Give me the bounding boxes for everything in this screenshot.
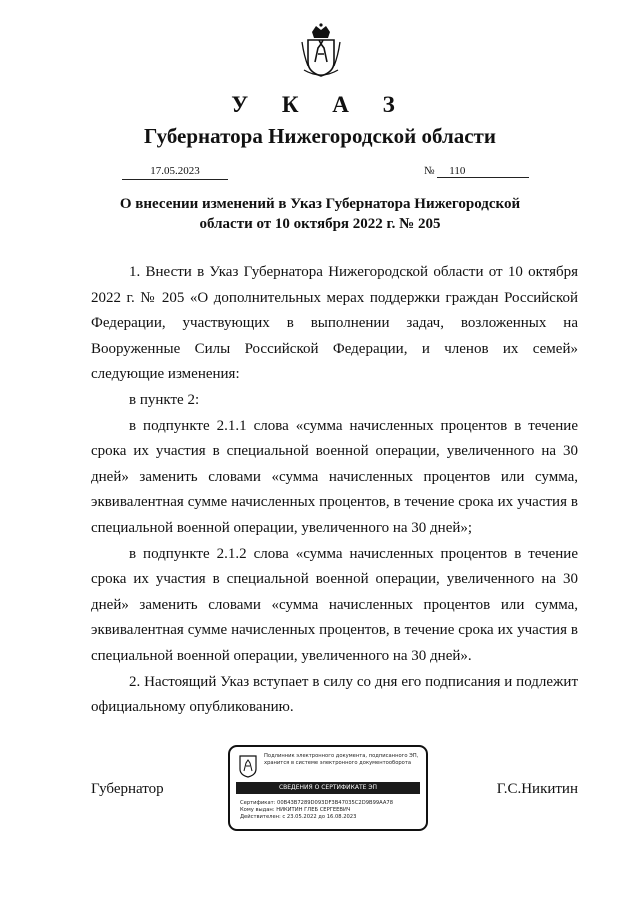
signer-name: Г.С.Никитин xyxy=(496,781,578,797)
paragraph-4: в подпункте 2.1.2 слова «сумма начисленных процентов в течение срока их участия в специальной военной операции, увеличенного на 30 дней» заменить словами «сумма начисленных процентов или сумма, эквивалентная сумме начисленных процентов, в течение срока их участия в специальной военной операции, увеличенного на 30 дней». xyxy=(91,545,578,664)
stamp-band: СВЕДЕНИЯ О СЕРТИФИКАТЕ ЭП xyxy=(236,782,420,794)
stamp-validity: Действителен: с 23.05.2022 до 16.08.2023 xyxy=(240,814,357,820)
document-heading-line1: О внесении изменений в Указ Губернатора Нижегородской xyxy=(119,196,521,212)
document-body xyxy=(91,260,578,721)
issuer-title: Губернатора Нижегородской области xyxy=(144,124,496,148)
stamp-issued-to: Кому выдан: НИКИТИН ГЛЕБ СЕРГЕЕВИЧ xyxy=(240,807,351,813)
stamp-header xyxy=(264,753,424,766)
number-label: № xyxy=(424,165,435,177)
signer-position: Губернатор xyxy=(91,781,164,797)
stamp-certificate: Сертификат: 00B43B7289D093DF3B47035C2D9B99AA78 xyxy=(240,800,394,806)
stamp-details xyxy=(240,800,420,821)
paragraph-3: в подпункте 2.1.1 слова «сумма начисленных процентов в течение срока их участия в специальной военной операции, увеличенного на 30 дней» заменить словами «сумма начисленных процентов или сумма, эквивалентная сумме начисленных процентов, в течение срока их участия в специальной военной операции, увеличенного на 30 дней»; xyxy=(91,417,578,536)
electronic-signature-stamp xyxy=(228,745,428,831)
document-number xyxy=(424,165,529,178)
paragraph-2: в пункте 2: xyxy=(129,391,200,408)
number-value: 110 xyxy=(437,165,529,178)
document-date: 17.05.2023 xyxy=(122,165,228,180)
stamp-line-2: хранится в системе электронного документооборота xyxy=(264,759,412,766)
document-type-title: У К А З xyxy=(231,92,409,117)
stamp-coat-of-arms-icon xyxy=(238,754,258,778)
paragraph-5: 2. Настоящий Указ вступает в силу со дня его подписания и подлежит официальному опубликованию. xyxy=(91,673,578,716)
document-heading-line2: области от 10 октября 2022 г. № 205 xyxy=(199,216,441,232)
paragraph-1: 1. Внести в Указ Губернатора Нижегородской области от 10 октября 2022 г. № 205 «О дополнительных мерах поддержки граждан Российской Федерации, участвующих в выполнении задач, возложенных на Вооруженные Силы Российской Федерации, и членов их семей» следующие изменения: xyxy=(91,264,578,383)
coat-of-arms-icon xyxy=(300,22,342,78)
document-heading xyxy=(100,194,540,234)
stamp-line-1: Подлинник электронного документа, подписанного ЭП, xyxy=(264,753,419,759)
